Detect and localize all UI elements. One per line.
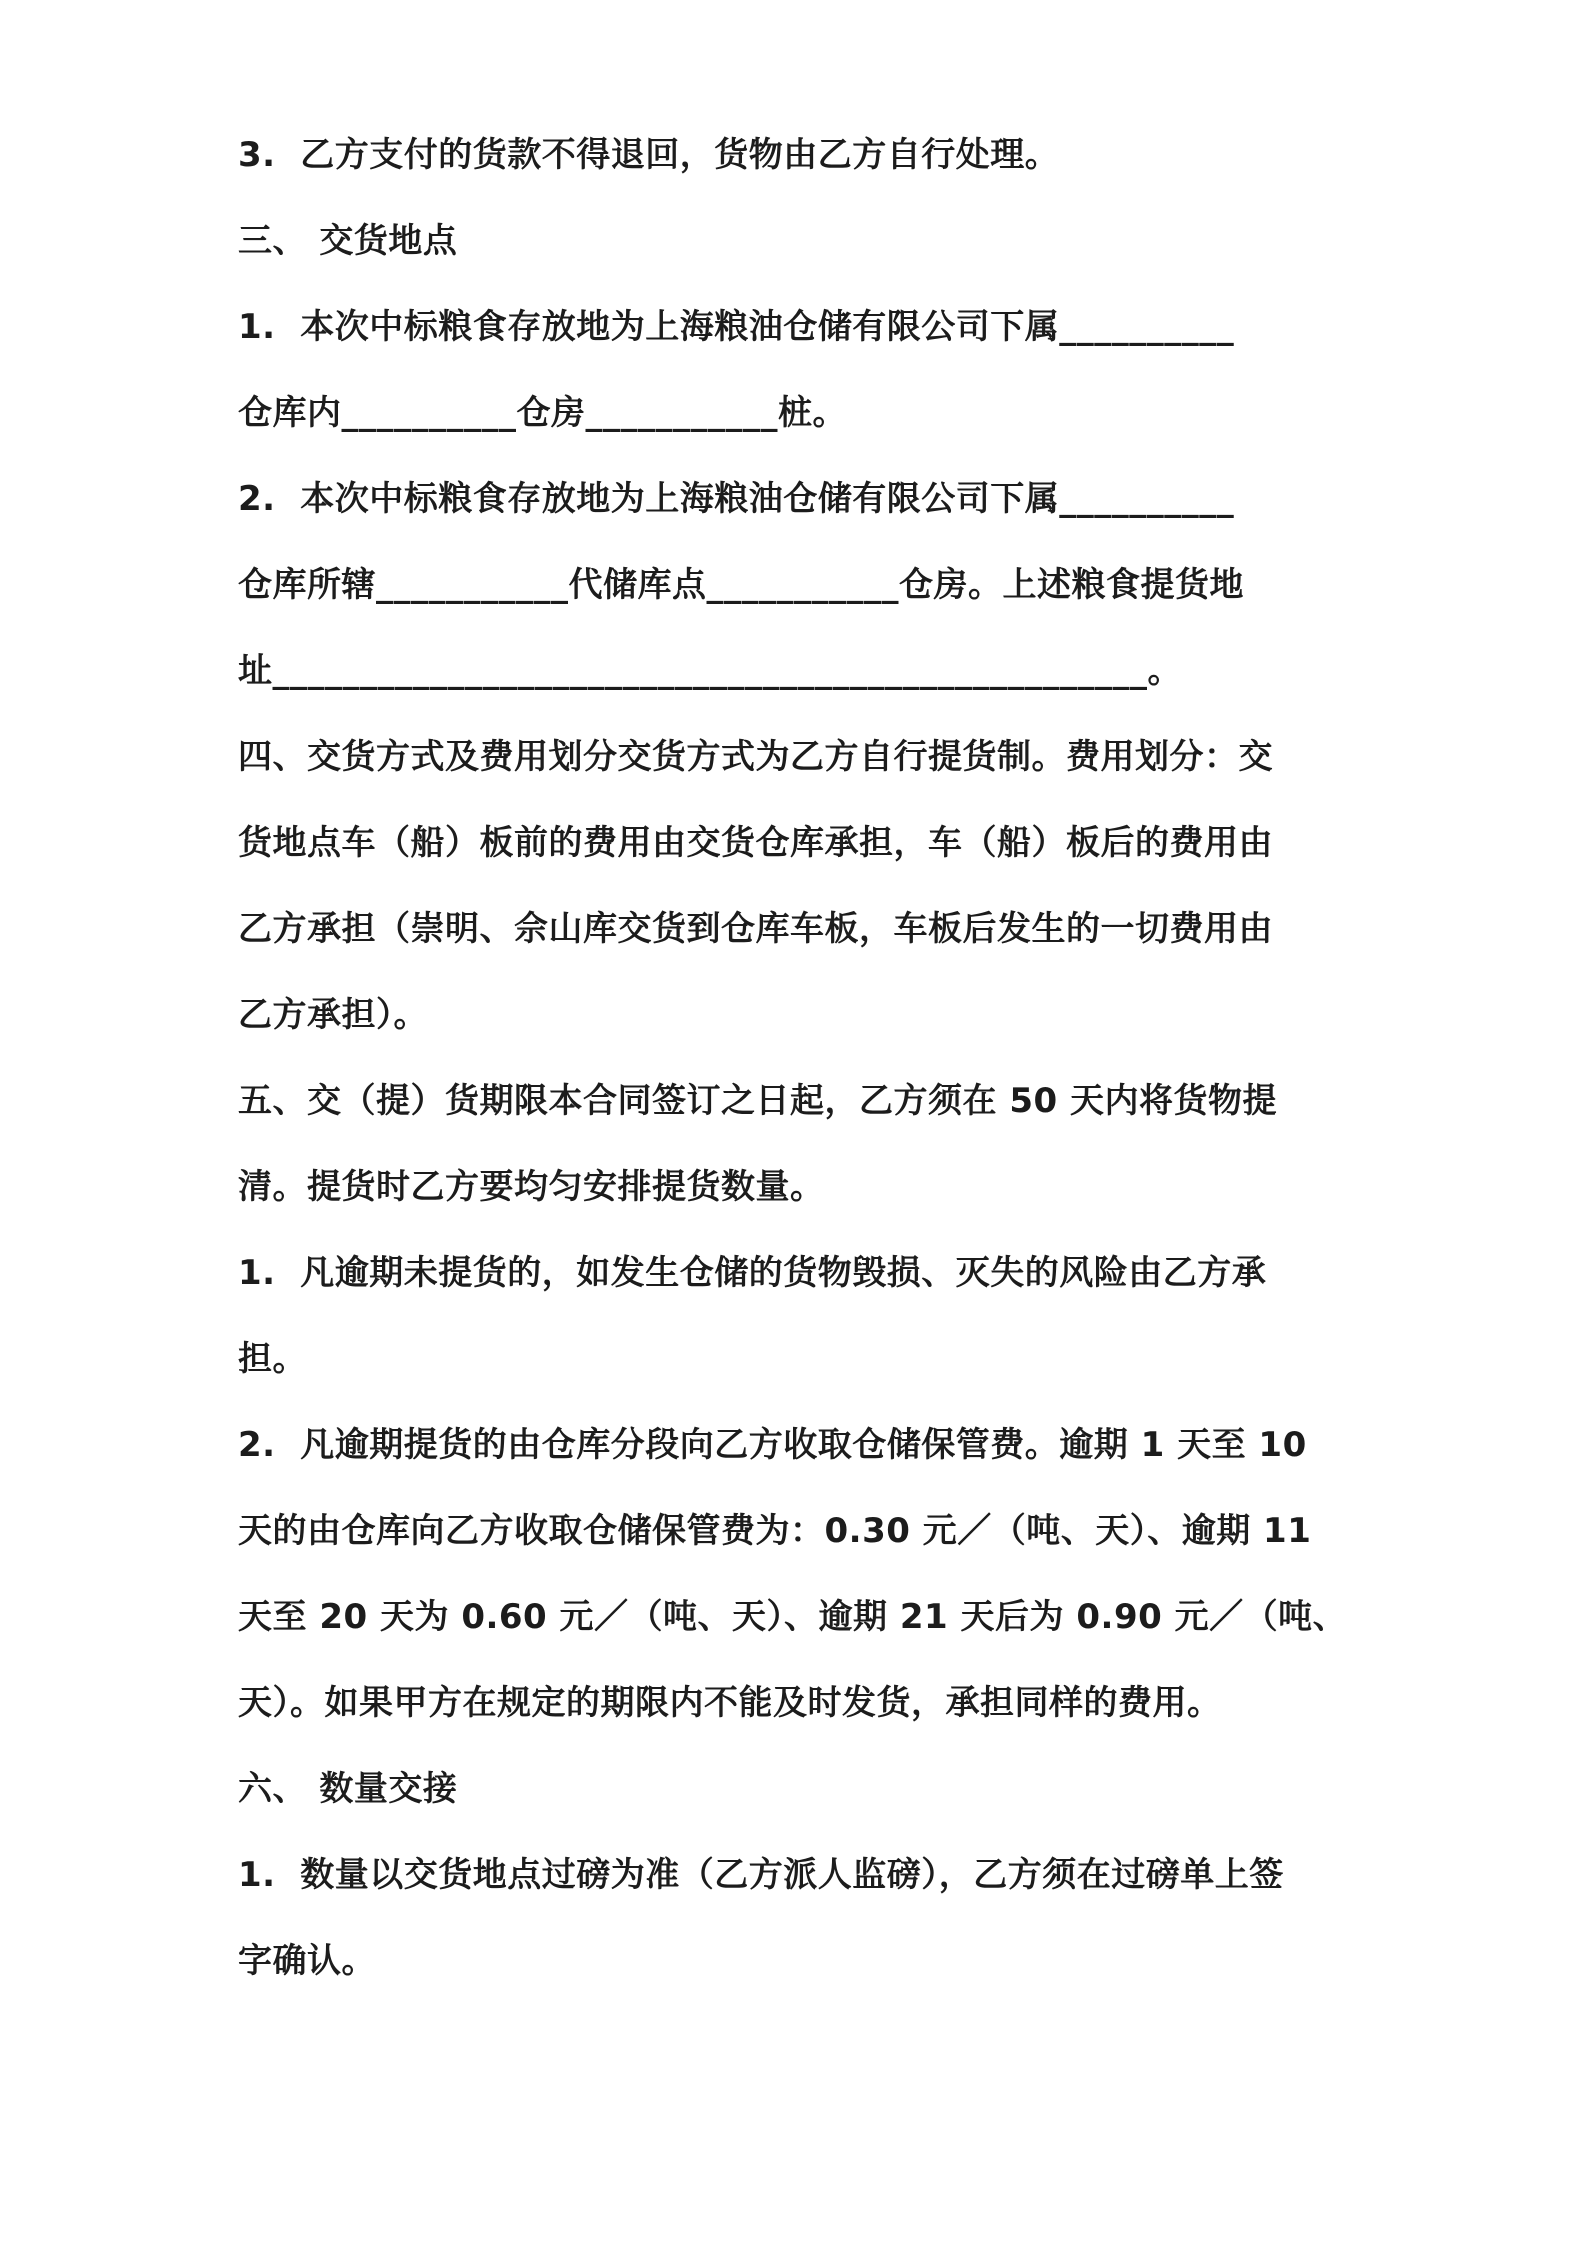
- clause-line: 天）。如果甲方在规定的期限内不能及时发货，承担同样的费用。: [238, 1683, 1222, 1723]
- clause-line: 担。: [238, 1339, 307, 1379]
- clause-line: 1. 数量以交货地点过磅为准（乙方派人监磅），乙方须在过磅单上签: [238, 1855, 1284, 1895]
- section-heading-quantity-handover: 六、 数量交接: [238, 1769, 458, 1809]
- clause-line: 货地点车（船）板前的费用由交货仓库承担，车（船）板后的费用由: [238, 823, 1273, 863]
- section-heading-delivery-location: 三、 交货地点: [238, 221, 458, 261]
- document-body: [238, 112, 1360, 2004]
- clause-line: 1. 凡逾期未提货的，如发生仓储的货物毁损、灭失的风险由乙方承: [238, 1253, 1267, 1293]
- clause-line: 2. 本次中标粮食存放地为上海粮油仓储有限公司下属__________: [238, 479, 1235, 519]
- clause-line: 天的由仓库向乙方收取仓储保管费为：0.30 元／（吨、天）、逾期 11: [238, 1511, 1312, 1551]
- clause-line-with-blanks: 址__________________________________________________。: [238, 651, 1182, 691]
- clause-line-with-blanks: 仓库内__________仓房___________桩。: [238, 393, 847, 433]
- clause-line: 清。提货时乙方要均匀安排提货数量。: [238, 1167, 825, 1207]
- clause-line-with-blanks: 仓库所辖___________代储库点___________仓房。上述粮食提货地: [238, 565, 1244, 605]
- section-heading-delivery-deadline: 五、交（提）货期限本合同签订之日起，乙方须在 50 天内将货物提: [238, 1081, 1277, 1121]
- clause-line: 3. 乙方支付的货款不得退回，货物由乙方自行处理。: [238, 135, 1060, 175]
- clause-line: 乙方承担（崇明、佘山库交货到仓库车板，车板后发生的一切费用由: [238, 909, 1273, 949]
- clause-line: 1. 本次中标粮食存放地为上海粮油仓储有限公司下属__________: [238, 307, 1235, 347]
- clause-line: 乙方承担）。: [238, 995, 428, 1035]
- clause-line: 天至 20 天为 0.60 元／（吨、天）、逾期 21 天后为 0.90 元／（吨、: [238, 1597, 1348, 1637]
- clause-line: 字确认。: [238, 1941, 376, 1981]
- section-heading-delivery-method: 四、交货方式及费用划分交货方式为乙方自行提货制。费用划分：交: [238, 737, 1273, 777]
- clause-line: 2. 凡逾期提货的由仓库分段向乙方收取仓储保管费。逾期 1 天至 10: [238, 1425, 1307, 1465]
